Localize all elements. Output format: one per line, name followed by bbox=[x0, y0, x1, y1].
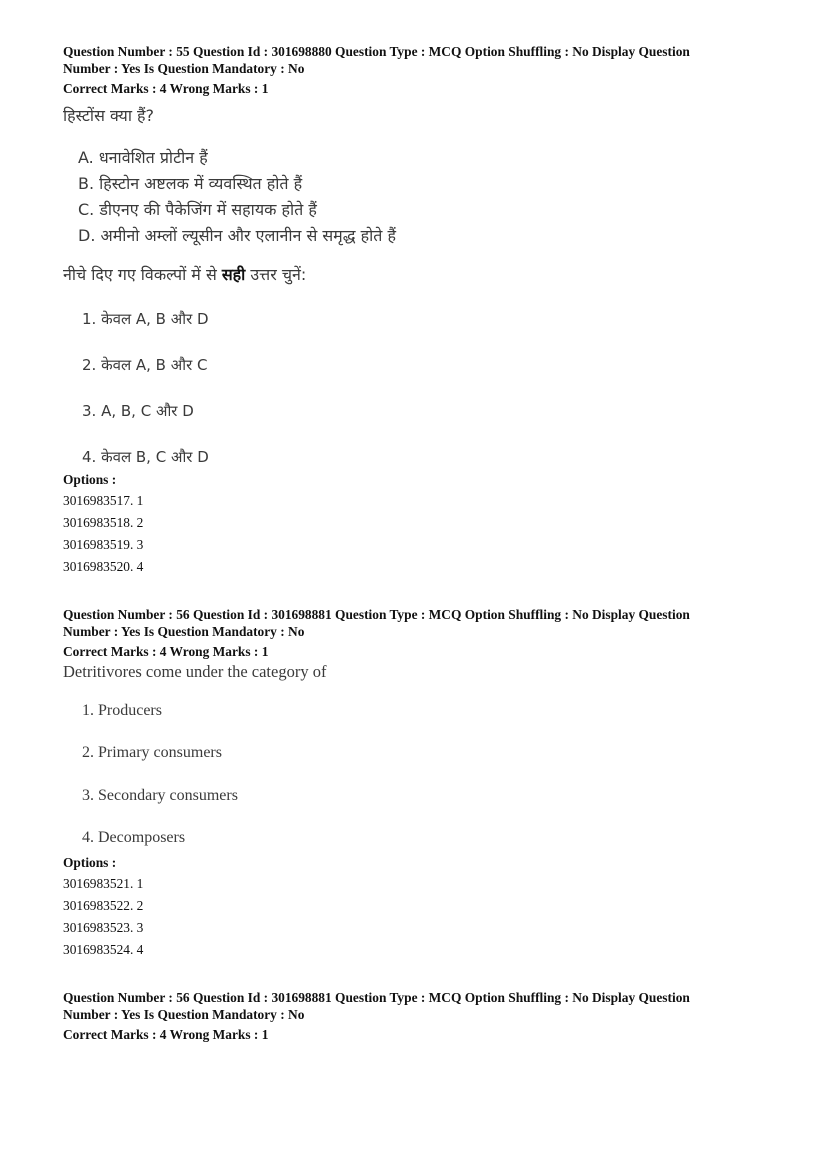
q55-header bbox=[63, 43, 763, 97]
q55-choice-3: 3. A, B, C और D bbox=[82, 402, 194, 420]
q56b-header bbox=[63, 989, 763, 1043]
q56-choice-1: 1. Producers bbox=[82, 702, 162, 719]
q55-meta-line2: Number : Yes Is Question Mandatory : No bbox=[63, 61, 305, 76]
q56-options-label: Options : bbox=[63, 855, 117, 870]
q56-choice-2: 2. Primary consumers bbox=[82, 744, 222, 761]
q55-option-1: 3016983517. 1 bbox=[63, 493, 144, 508]
q55-choice-4-block bbox=[82, 447, 782, 467]
q56b-meta-line3: Correct Marks : 4 Wrong Marks : 1 bbox=[63, 1027, 269, 1042]
q55-choice-1: 1. केवल A, B और D bbox=[82, 310, 209, 328]
q56-stem: Detritivores come under the category of bbox=[63, 662, 327, 681]
q55-meta-line1: Question Number : 55 Question Id : 301698880 Question Type : MCQ Option Shuffling : No Display Question bbox=[63, 44, 690, 59]
q56-option-3: 3016983523. 3 bbox=[63, 920, 144, 935]
q55-statement-b: B. हिस्टोन अष्टलक में व्यवस्थित होते हैं bbox=[78, 174, 303, 193]
q55-options bbox=[63, 471, 763, 578]
q55-meta-line3: Correct Marks : 4 Wrong Marks : 1 bbox=[63, 81, 269, 96]
q56-meta-line3: Correct Marks : 4 Wrong Marks : 1 bbox=[63, 644, 269, 659]
q55-instruction-post: उत्तर चुनें: bbox=[245, 265, 307, 284]
q55-statement-d: D. अमीनो अम्लों ल्यूसीन और एलानीन से समृद्ध होते हैं bbox=[78, 226, 396, 245]
q56-option-1: 3016983521. 1 bbox=[63, 876, 144, 891]
q56-choice-4: 4. Decomposers bbox=[82, 829, 186, 846]
q55-statements bbox=[78, 145, 778, 249]
q55-choice-3-block bbox=[82, 401, 782, 421]
q55-stem-block bbox=[63, 104, 763, 126]
q56-choice-3-block bbox=[82, 787, 782, 805]
q55-statement-a: A. धनावेशित प्रोटीन हैं bbox=[78, 148, 208, 167]
q55-statement-c: C. डीएनए की पैकेजिंग में सहायक होते हैं bbox=[78, 200, 317, 219]
q56-header bbox=[63, 606, 763, 660]
q56-meta-line2: Number : Yes Is Question Mandatory : No bbox=[63, 624, 305, 639]
q56b-meta-line1: Question Number : 56 Question Id : 301698881 Question Type : MCQ Option Shuffling : No Display Question bbox=[63, 990, 690, 1005]
q55-option-2: 3016983518. 2 bbox=[63, 515, 144, 530]
q56-choice-2-block bbox=[82, 744, 782, 762]
q55-choice-2: 2. केवल A, B और C bbox=[82, 356, 208, 374]
q55-option-4: 3016983520. 4 bbox=[63, 559, 144, 574]
q56-choice-1-block bbox=[82, 702, 782, 720]
q56b-meta-line2: Number : Yes Is Question Mandatory : No bbox=[63, 1007, 305, 1022]
q55-option-3: 3016983519. 3 bbox=[63, 537, 144, 552]
q55-stem: हिस्टोंस क्या हैं? bbox=[63, 106, 155, 125]
q56-option-4: 3016983524. 4 bbox=[63, 942, 144, 957]
q56-meta-line1: Question Number : 56 Question Id : 301698881 Question Type : MCQ Option Shuffling : No Display Question bbox=[63, 607, 690, 622]
q55-instruction bbox=[63, 263, 763, 285]
q56-stem-block bbox=[63, 662, 763, 682]
q55-choice-2-block bbox=[82, 355, 782, 375]
q55-choice-4: 4. केवल B, C और D bbox=[82, 448, 209, 466]
q55-instruction-bold: सही bbox=[221, 265, 246, 284]
q55-choice-1-block bbox=[82, 309, 782, 329]
q56-option-2: 3016983522. 2 bbox=[63, 898, 144, 913]
q56-options bbox=[63, 854, 763, 961]
q56-choice-4-block bbox=[82, 829, 782, 847]
q55-options-label: Options : bbox=[63, 472, 117, 487]
q55-instruction-pre: नीचे दिए गए विकल्पों में से bbox=[63, 265, 222, 284]
q56-choice-3: 3. Secondary consumers bbox=[82, 787, 238, 804]
